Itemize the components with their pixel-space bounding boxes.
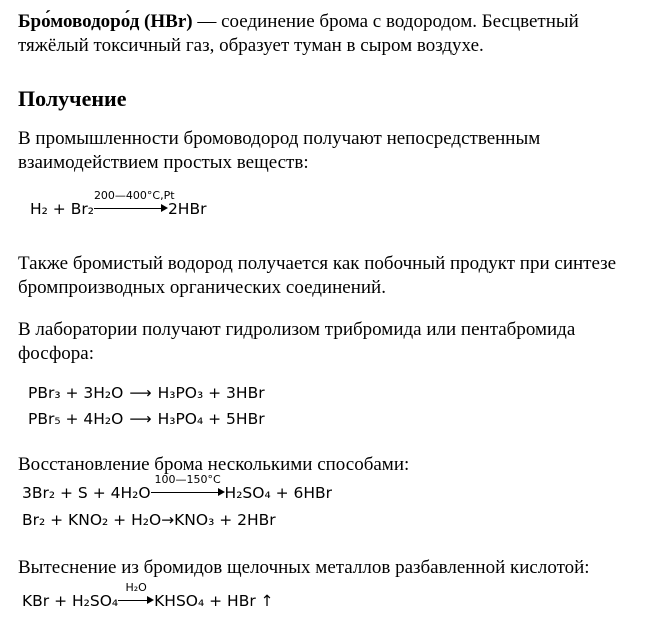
eq4-right: H₂SO₄ + 6HBr (224, 484, 333, 502)
equation-5: Br₂ + KNO₂ + H₂O→KNO₃ + 2HBr (22, 511, 276, 529)
article-title: Бро́моводоро́д (HBr) (18, 11, 193, 32)
paragraph-reduction: Восстановление брома несколькими способами: (18, 454, 410, 475)
paragraph-byproduct: Также бромистый водород получается как побочный продукт при синтезе бромпроизводных органических соединений. (18, 253, 617, 298)
eq1-right: 2HBr (167, 200, 207, 218)
eq4-condition: 100—150°C (154, 473, 221, 486)
paragraph-laboratory: В лаборатории получают гидролизом трибромида или пентабромида фосфора: (18, 319, 576, 364)
eq2-right: H₃PO₃ + 3HBr (157, 384, 265, 402)
eq1-arrow (93, 189, 175, 214)
equation-4 (22, 473, 333, 502)
paragraph-industry: В промышленности бромоводород получают непосредственным взаимодействием простых веществ: (18, 128, 541, 173)
eq6-arrow (118, 581, 154, 606)
eq4-left: 3Br₂ + S + 4H₂O (22, 484, 151, 502)
intro-text-2: тяжёлый токсичный газ, образует туман в сыром воздухе. (18, 35, 484, 56)
eq6-left: KBr + H₂SO₄ (22, 592, 119, 610)
eq3-right: H₃PO₄ + 5HBr (157, 410, 265, 428)
intro-text-1: — соединение брома с водородом. Бесцветный (192, 11, 579, 32)
eq4-arrow (151, 473, 225, 498)
eq3-arrow: ⟶ (129, 410, 152, 428)
equation-3 (28, 410, 265, 428)
equation-6 (22, 581, 274, 610)
paragraph-displacement: Вытеснение из бромидов щелочных металлов разбавленной кислотой: (18, 557, 590, 578)
eq3-left: PBr₅ + 4H₂O (28, 410, 124, 428)
equation-1 (30, 189, 207, 218)
eq1-left: H₂ + Br₂ (30, 200, 94, 218)
eq2-arrow: ⟶ (129, 384, 152, 402)
eq6-condition: H₂O (125, 581, 147, 594)
section-heading: Получение (18, 86, 127, 111)
eq6-right: KHSO₄ + HBr ↑ (154, 592, 274, 610)
eq2-left: PBr₃ + 3H₂O (28, 384, 124, 402)
eq1-condition: 200—400°C,Pt (93, 189, 175, 202)
equation-2 (28, 384, 265, 402)
intro-paragraph (18, 10, 648, 58)
